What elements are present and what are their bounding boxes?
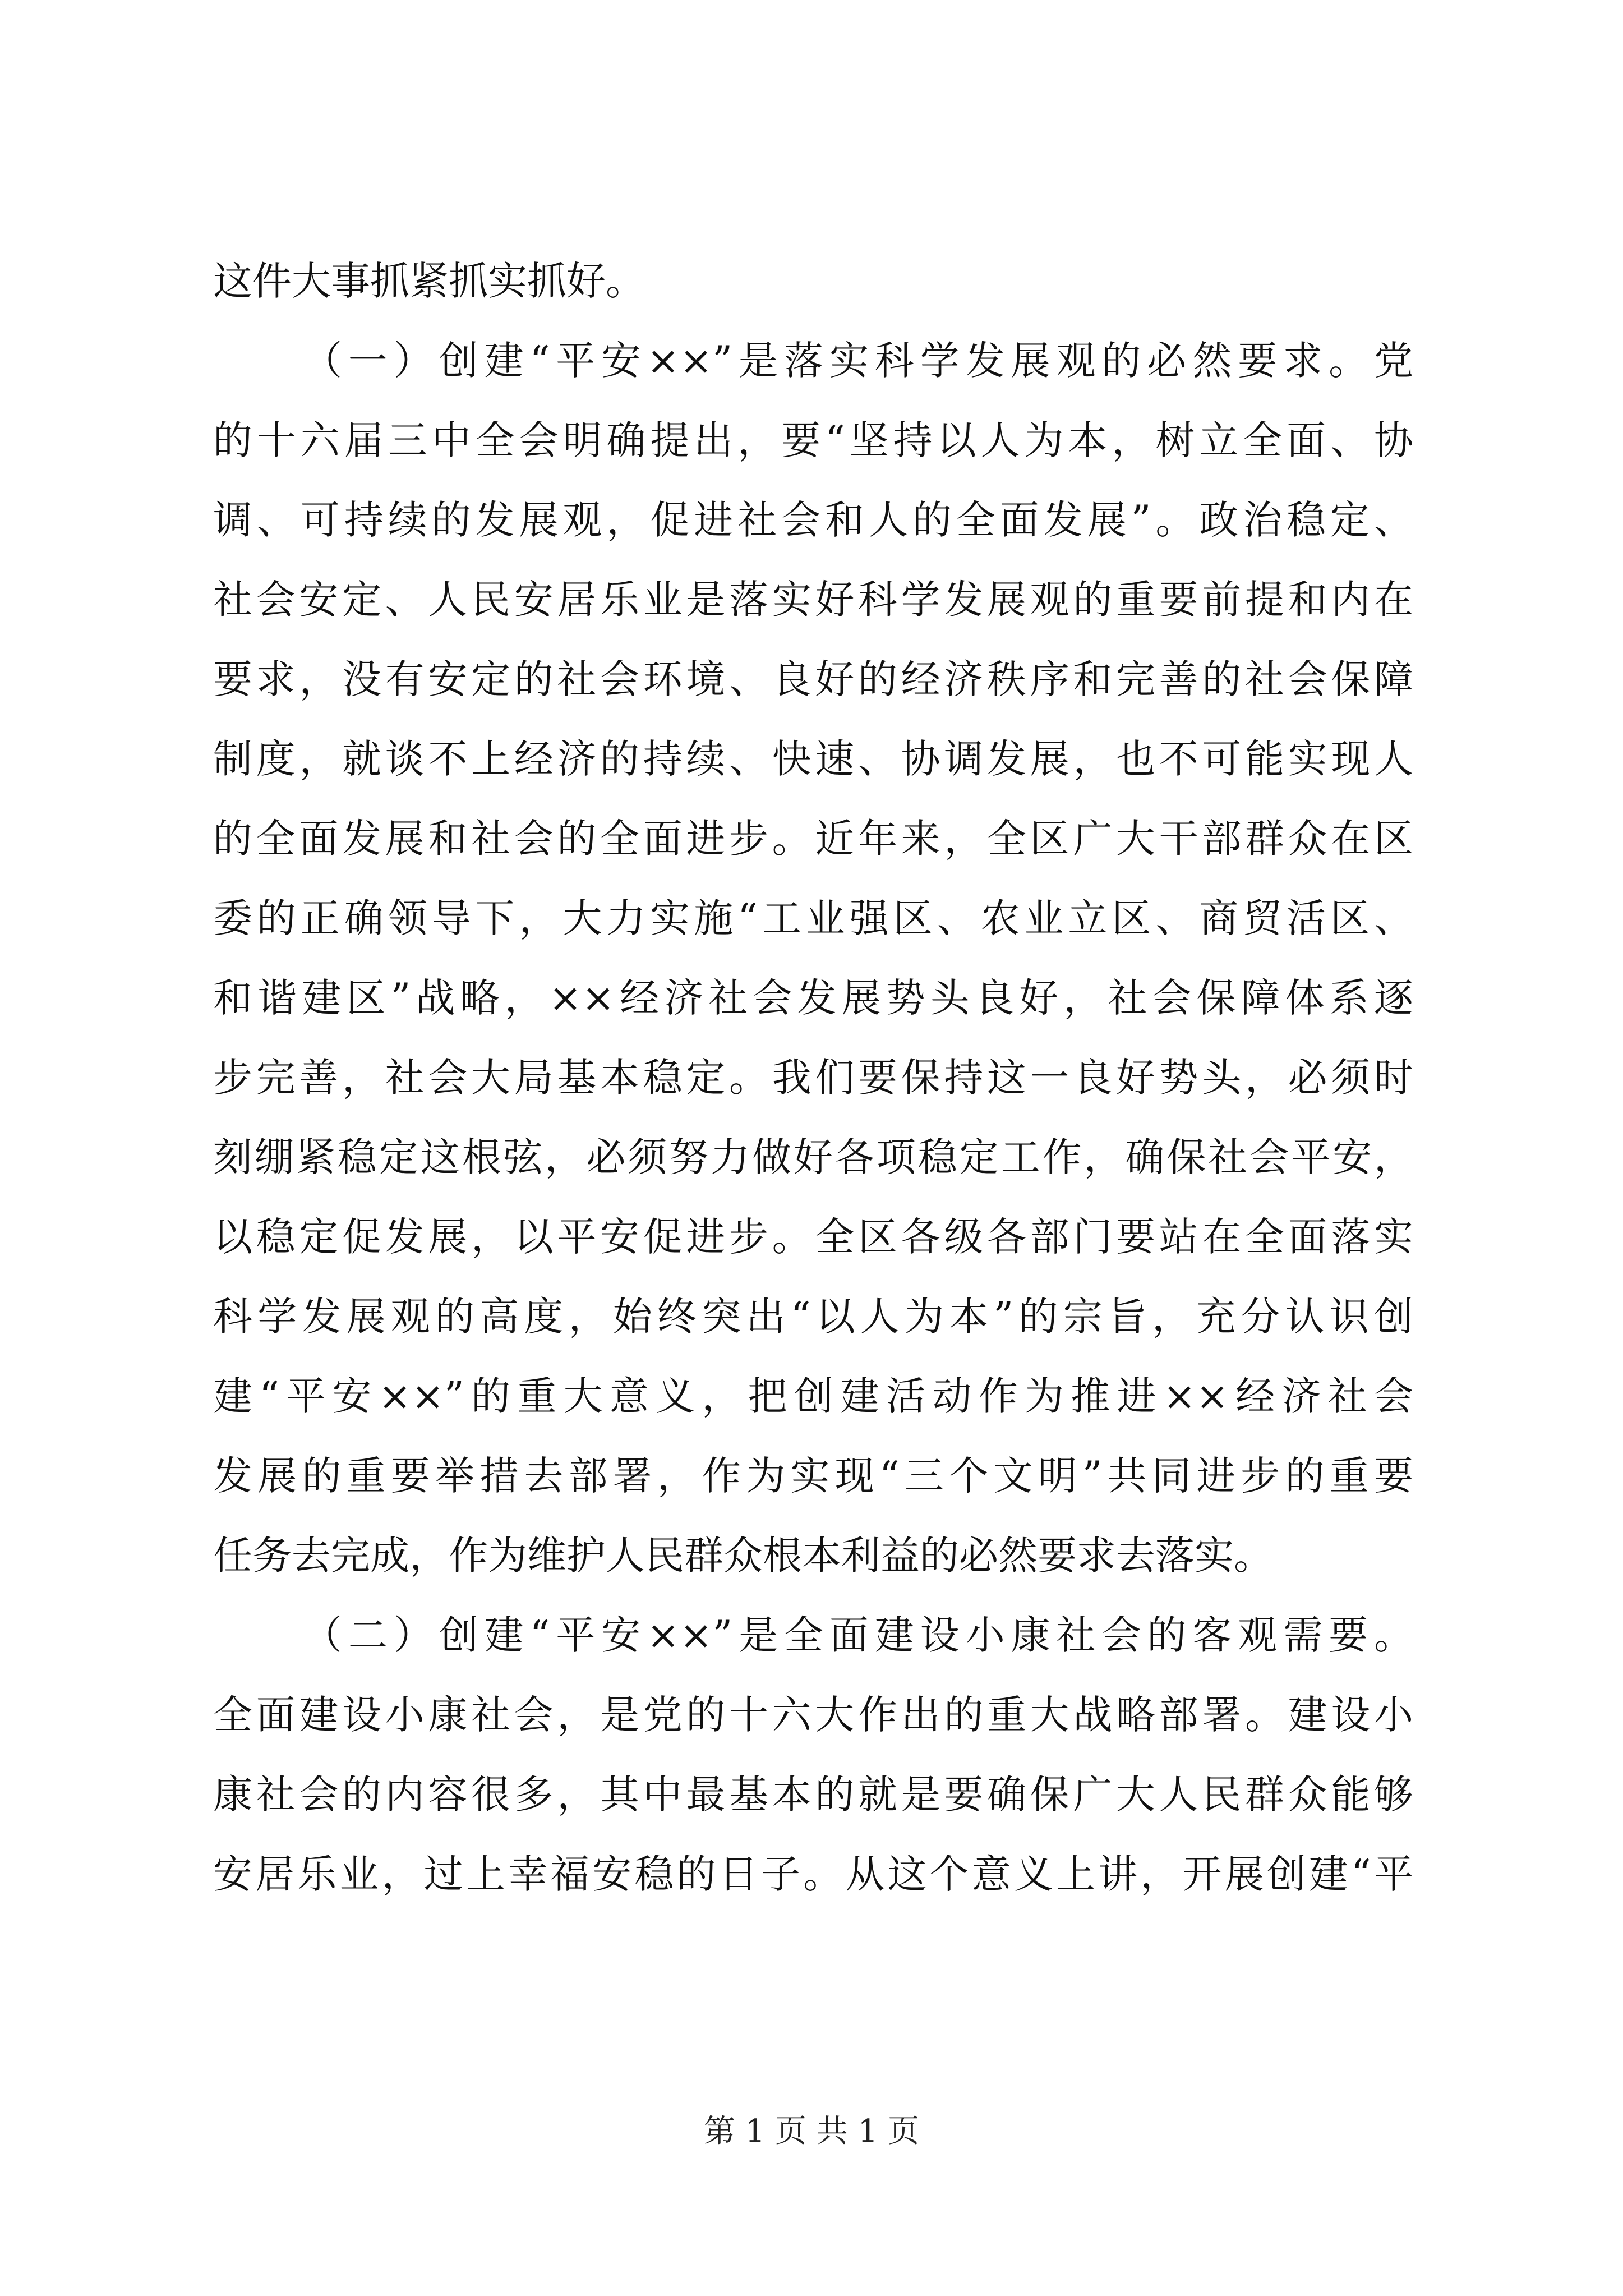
- text-line: 刻绷紧稳定这根弦，必须努力做好各项稳定工作，确保社会平安，: [213, 1134, 1413, 1180]
- page-footer: 第 1 页 共 1 页: [703, 2113, 920, 2150]
- paragraph-first-line: （一）创建“平安××”是落实科学发展观的必然要求。党: [303, 338, 1413, 384]
- text-line: 制度，就谈不上经济的持续、快速、协调发展，也不可能实现人: [213, 736, 1413, 782]
- text-line: 安居乐业，过上幸福安稳的日子。从这个意义上讲，开展创建“平: [213, 1851, 1413, 1897]
- text-line: 委的正确领导下，大力实施“工业强区、农业立区、商贸活区、: [213, 895, 1413, 941]
- body-text: [213, 241, 1413, 1914]
- text-line: 以稳定促发展，以平安促进步。全区各级各部门要站在全面落实: [213, 1214, 1413, 1260]
- text-line: 的十六届三中全会明确提出，要“坚持以人为本，树立全面、协: [213, 417, 1413, 463]
- text-line: 调、可持续的发展观，促进社会和人的全面发展”。政治稳定、: [213, 497, 1413, 543]
- text-line: 的全面发展和社会的全面进步。近年来，全区广大干部群众在区: [213, 816, 1413, 862]
- paragraph-first-line: （二）创建“平安××”是全面建设小康社会的客观需要。: [303, 1612, 1413, 1658]
- text-line: 任务去完成，作为维护人民群众根本利益的必然要求去落实。: [213, 1533, 1273, 1579]
- text-line: 和谐建区”战略，××经济社会发展势头良好，社会保障体系逐: [213, 975, 1413, 1021]
- text-line: 社会安定、人民安居乐业是落实好科学发展观的重要前提和内在: [213, 577, 1413, 623]
- text-line: 要求，没有安定的社会环境、良好的经济秩序和完善的社会保障: [213, 656, 1413, 702]
- text-line: 步完善，社会大局基本稳定。我们要保持这一良好势头，必须时: [213, 1055, 1413, 1101]
- text-line: 建“平安××”的重大意义，把创建活动作为推进××经济社会: [213, 1373, 1413, 1419]
- text-line: 全面建设小康社会，是党的十六大作出的重大战略部署。建设小: [213, 1692, 1413, 1738]
- text-line: 这件大事抓紧抓实抓好。: [213, 258, 645, 304]
- text-line: 科学发展观的高度，始终突出“以人为本”的宗旨，充分认识创: [213, 1294, 1413, 1340]
- text-line: 发展的重要举措去部署，作为实现“三个文明”共同进步的重要: [213, 1453, 1413, 1499]
- text-line: 康社会的内容很多，其中最基本的就是要确保广大人民群众能够: [213, 1772, 1413, 1818]
